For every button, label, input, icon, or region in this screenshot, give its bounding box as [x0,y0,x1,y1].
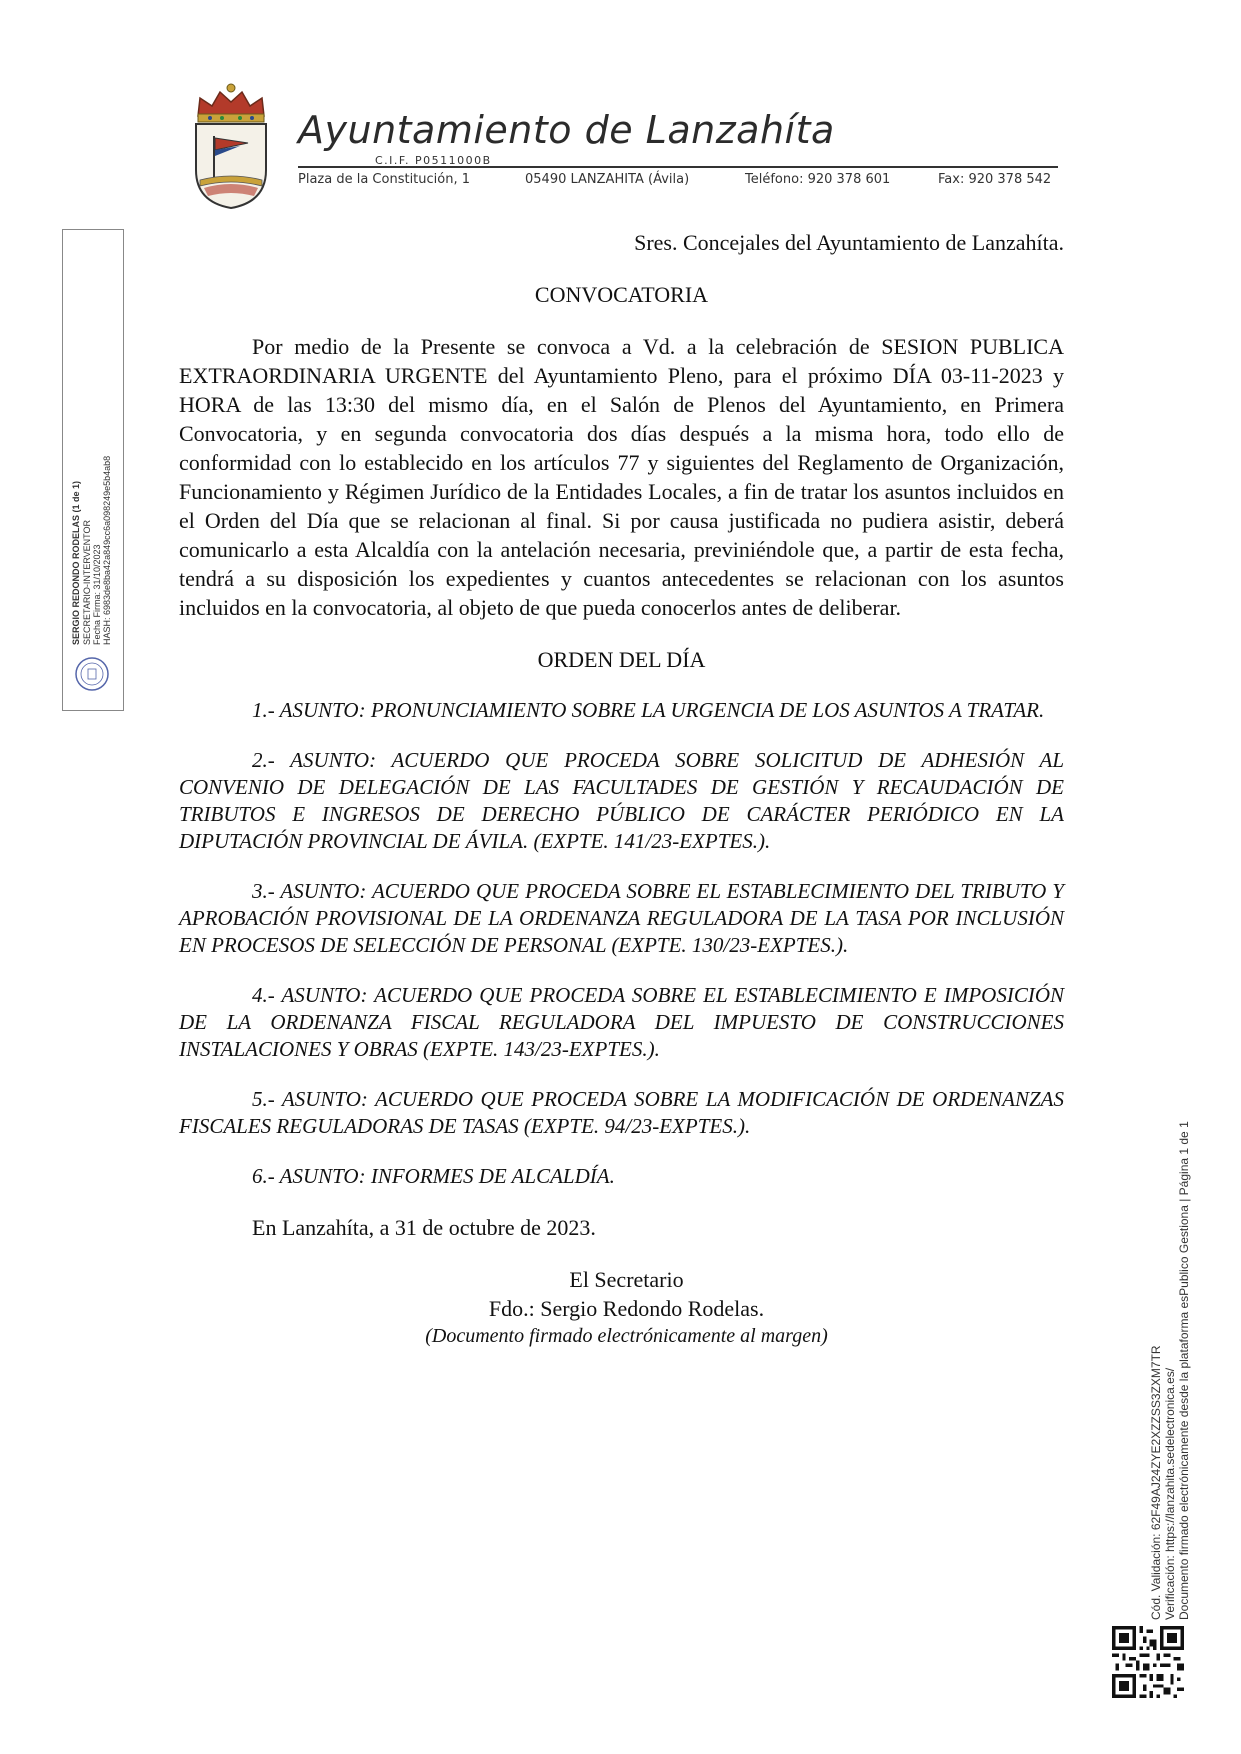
letterhead-phone: Teléfono: 920 378 601 [745,172,891,187]
validation-info [1145,1100,1195,1620]
official-stamp-icon [73,655,111,693]
signature-signer: SERGIO REDONDO RODELAS (1 de 1) [71,480,81,645]
organization-name: Ayuntamiento de Lanzahíta [298,108,835,152]
agenda-item-1: 1.- ASUNTO: PRONUNCIAMIENTO SOBRE LA URGENCIA DE LOS ASUNTOS A TRATAR. [252,698,1045,722]
electronic-signature-box [62,229,124,711]
agenda-title: ORDEN DEL DÍA [537,647,706,672]
signature-date: Fecha Firma: 31/10/2023 [92,544,102,645]
document-title: CONVOCATORIA [534,282,709,307]
signature-text [65,365,121,645]
signature-note: (Documento firmado electrónicamente al margen) [425,1325,828,1347]
recipient: Sres. Concejales del Ayuntamiento de Lanzahíta. [634,230,1064,255]
letterhead-city: 05490 LANZAHITA (Ávila) [525,172,690,187]
signer-role: El Secretario [569,1267,684,1292]
signature-role: SECRETARIO-INTERVENTOR [82,519,92,645]
municipal-crest-icon [190,80,272,210]
organization-cif: C.I.F. P0511000B [375,154,492,167]
letterhead-address: Plaza de la Constitución, 1 [298,172,471,187]
agenda-item-3: 3.- ASUNTO: ACUERDO QUE PROCEDA SOBRE EL ESTABLECIMIENTO DEL TRIBUTO Y APROBACIÓN PROVISIONAL DE LA ORDENANZA REGULADORA DE LA TASA POR INCLUSIÓN EN PROCESOS DE SELECCIÓN DE PERSONAL (EXPTE. 130/23-EXPTES.). [179,879,1064,957]
letterhead-fax: Fax: 920 378 542 [938,172,1052,187]
agenda-item-6: 6.- ASUNTO: INFORMES DE ALCALDÍA. [252,1164,615,1188]
letterhead-divider [298,166,1058,168]
validation-url: Verificación: https://lanzahita.sedelectronica.es/ [1163,1367,1177,1620]
agenda-item-5: 5.- ASUNTO: ACUERDO QUE PROCEDA SOBRE LA MODIFICACIÓN DE ORDENANZAS FISCALES REGULADORAS DE TASAS (EXPTE. 94/23-EXPTES.). [179,1087,1064,1138]
agenda-item-2: 2.- ASUNTO: ACUERDO QUE PROCEDA SOBRE SOLICITUD DE ADHESIÓN AL CONVENIO DE DELEGACIÓN DE LAS FACULTADES DE GESTIÓN Y RECAUDACIÓN DE TRIBUTOS E INGRESOS DE DERECHO PÚBLICO DE CARÁCTER PERIÓDICO EN LA DIPUTACIÓN PROVINCIAL DE ÁVILA. (EXPTE. 141/23-EXPTES.). [179,748,1064,853]
validation-code: Cód. Validación: 62F49AJ24ZYE2XZZSS3ZXM7TR [1149,1345,1163,1620]
place-and-date: En Lanzahíta, a 31 de octubre de 2023. [252,1215,596,1240]
signer-name: Fdo.: Sergio Redondo Rodelas. [488,1296,765,1321]
validation-platform: Documento firmado electrónicamente desde la plataforma esPublico Gestiona | Página 1 de 1 [1177,1121,1191,1620]
agenda-item-4: 4.- ASUNTO: ACUERDO QUE PROCEDA SOBRE EL ESTABLECIMIENTO E IMPOSICIÓN DE LA ORDENANZA FISCAL REGULADORA DEL IMPUESTO DE CONSTRUCCIONES INSTALACIONES Y OBRAS (EXPTE. 143/23-EXPTES.). [179,983,1064,1061]
signature-hash: HASH: 6983de8ba42a849cc6a098249e5b4ab8 [102,455,112,645]
qr-code-icon [1112,1626,1184,1698]
intro-paragraph: Por medio de la Presente se convoca a Vd. a la celebración de SESION PUBLICA EXTRAORDINARIA URGENTE del Ayuntamiento Pleno, para el próximo DÍA 03-11-2023 y HORA de las 13:30 del mismo día, en el Salón de Plenos del Ayuntamiento, en Primera Convocatoria, y en segunda convocatoria dos días después a la misma hora, todo ello de conformidad con lo establecido en los artículos 77 y siguientes del Reglamento de Organización, Funcionamiento y Régimen Jurídico de la Entidades Locales, a fin de tratar los asuntos incluidos en el Orden del Día que se relacionan al final. Si por causa justificada no pudiera asistir, deberá comunicarlo a esta Alcaldía con la antelación necesaria, previniéndole que, a partir de esta fecha, tendrá a su disposición los expedientes y cuantos antecedentes se relacionan con los asuntos incluidos en la convocatoria, al objeto de que pueda conocerlos antes de deliberar. [179,334,1064,620]
document-body [179,228,1064,1349]
